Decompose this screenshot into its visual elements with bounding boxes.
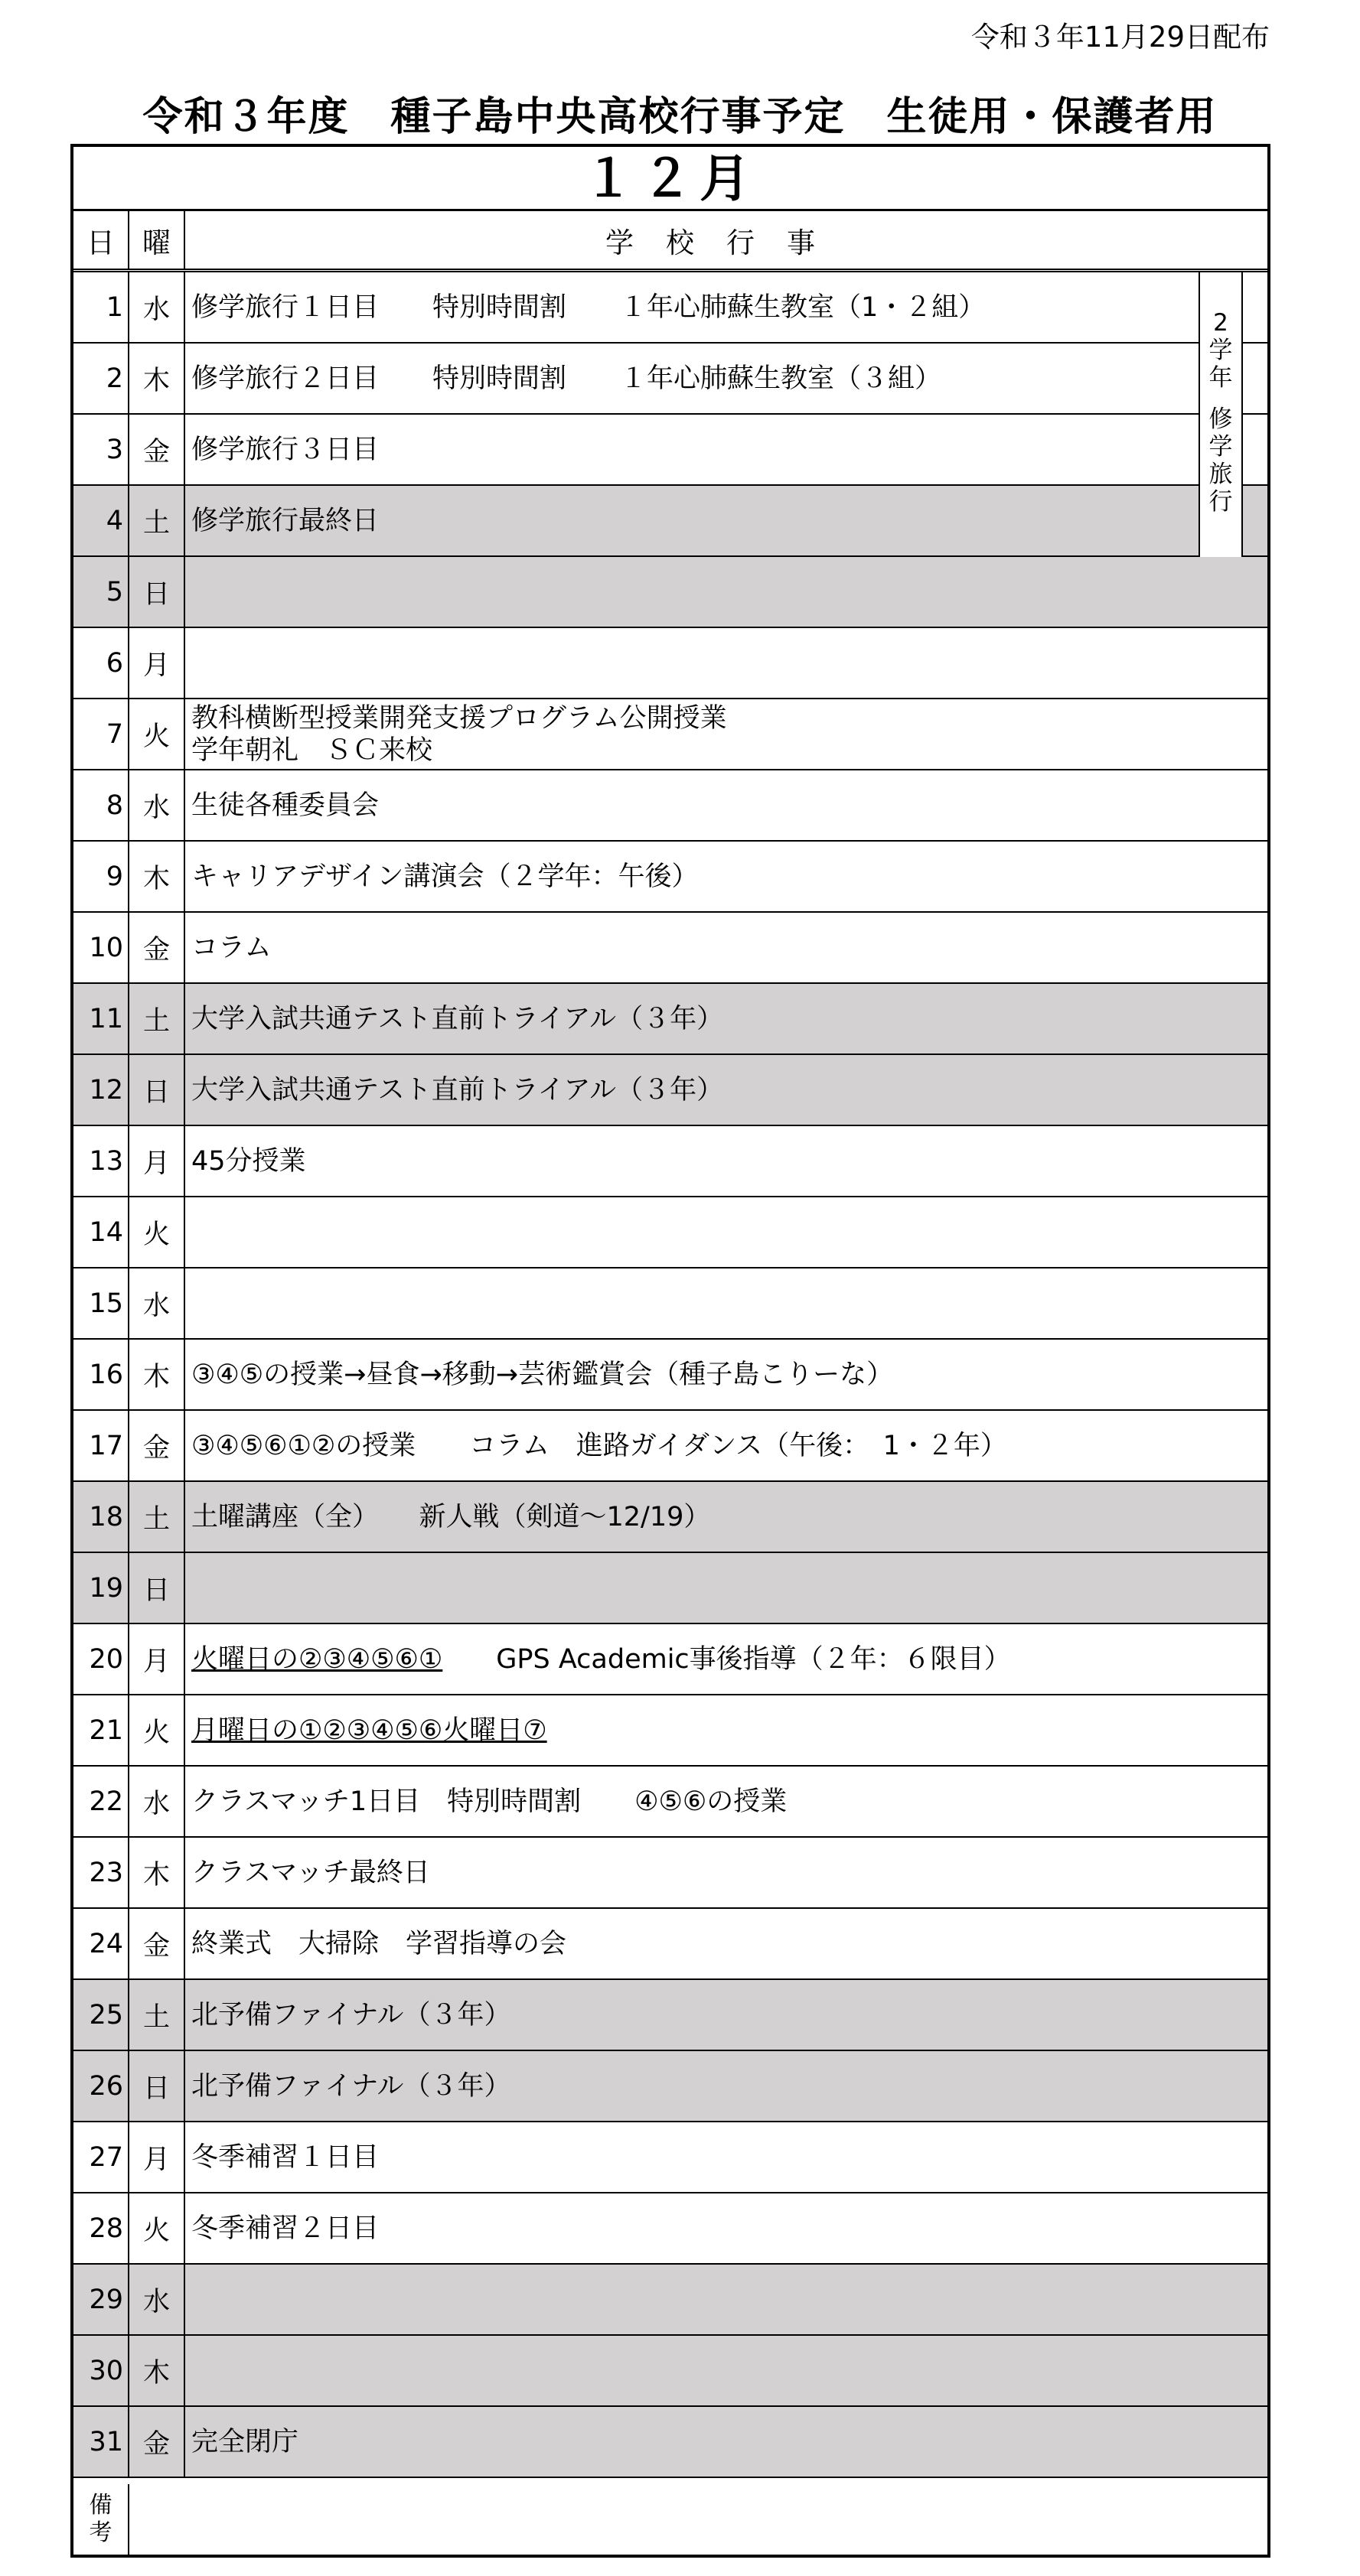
event-cell: [191, 1553, 1261, 1623]
table-row: [73, 699, 1267, 770]
event-line: 修学旅行３日目: [191, 434, 380, 465]
event-cell: [191, 699, 1261, 769]
weekday: 木: [129, 1838, 185, 1907]
day-number: 10: [73, 913, 129, 982]
event-line: クラスマッチ最終日: [191, 1857, 430, 1888]
trip-label-char: 学: [1208, 337, 1233, 364]
table-row: [73, 272, 1267, 344]
event-line: 土曜講座（全） 新人戦（剣道～12/19）: [191, 1501, 711, 1532]
underlined-schedule: 月曜日の①②③④⑤⑥火曜日⑦: [191, 1715, 547, 1746]
weekday: 木: [129, 2336, 185, 2405]
table-row: [73, 2265, 1267, 2336]
weekday: 日: [129, 2051, 185, 2121]
day-number: 8: [73, 770, 129, 840]
day-number: 30: [73, 2336, 129, 2405]
event-cell: [191, 344, 1261, 413]
table-row: [73, 2051, 1267, 2122]
event-cell: [191, 1838, 1261, 1907]
event-cell: [191, 1909, 1261, 1978]
event-cell: [191, 2193, 1261, 2263]
event-line: クラスマッチ1日目 特別時間割 ④⑤⑥の授業: [191, 1786, 788, 1817]
day-number: 26: [73, 2051, 129, 2121]
weekday: 金: [129, 913, 185, 982]
event-line: [191, 1715, 1261, 1747]
table-row: [73, 913, 1267, 984]
event-cell: [191, 2265, 1261, 2334]
schedule-table: [70, 144, 1270, 2558]
table-row: [73, 1197, 1267, 1268]
event-line: 北予備ファイナル（３年）: [191, 2070, 511, 2102]
day-number: 20: [73, 1624, 129, 1694]
table-row: [73, 2336, 1267, 2407]
weekday: 火: [129, 2193, 185, 2263]
weekday: 土: [129, 1980, 185, 2050]
day-number: 27: [73, 2122, 129, 2192]
table-row: [73, 1909, 1267, 1980]
weekday: 火: [129, 1695, 185, 1765]
table-row: [73, 1268, 1267, 1340]
day-number: 24: [73, 1909, 129, 1978]
trip-vertical-label: [1199, 272, 1243, 557]
notes-row: [73, 2484, 1267, 2555]
table-row: [73, 415, 1267, 486]
table-row: [73, 2122, 1267, 2193]
column-header-row: [73, 211, 1267, 272]
event-cell: [191, 1482, 1261, 1552]
day-number: 16: [73, 1340, 129, 1409]
weekday: 月: [129, 1126, 185, 1196]
weekday: 土: [129, 1482, 185, 1552]
table-row: [73, 2407, 1267, 2478]
event-cell: [191, 1411, 1261, 1480]
day-number: 21: [73, 1695, 129, 1765]
day-number: 13: [73, 1126, 129, 1196]
event-cell: [191, 2336, 1261, 2405]
weekday: 火: [129, 1197, 185, 1267]
header-day: 日: [73, 211, 129, 269]
trip-label-char: 修: [1208, 405, 1233, 433]
event-cell: [191, 913, 1261, 982]
trip-label-char: 年: [1208, 364, 1233, 392]
event-line: 生徒各種委員会: [191, 790, 380, 821]
trip-label-char: 行: [1208, 488, 1233, 516]
event-cell: [191, 1767, 1261, 1836]
weekday: 木: [129, 1340, 185, 1409]
event-text: GPS Academic事後指導（２年：６限目）: [442, 1643, 1011, 1675]
trip-label-char: 2: [1213, 309, 1228, 337]
event-line: ③④⑤の授業→昼食→移動→芸術鑑賞会（種子島こりーな）: [191, 1359, 894, 1390]
day-number: 7: [73, 699, 129, 769]
header-weekday: 曜: [129, 211, 185, 269]
event-line: 大学入試共通テスト直前トライアル（３年）: [191, 1074, 724, 1106]
weekday: 木: [129, 842, 185, 911]
day-number: 28: [73, 2193, 129, 2263]
header-events: 学校行事: [605, 226, 847, 259]
notes-label: [73, 2484, 129, 2555]
event-line: 修学旅行２日目 特別時間割 １年心肺蘇生教室（３組）: [191, 363, 942, 394]
event-line: 大学入試共通テスト直前トライアル（３年）: [191, 1003, 724, 1034]
event-cell: [191, 1197, 1261, 1267]
event-cell: [191, 1126, 1261, 1196]
weekday: 水: [129, 272, 185, 342]
event-cell: [191, 1624, 1261, 1694]
event-line: 北予備ファイナル（３年）: [191, 1999, 511, 2031]
day-number: 31: [73, 2407, 129, 2477]
month-heading: １２月: [73, 147, 1267, 211]
weekday: 日: [129, 1055, 185, 1125]
table-row: [73, 1838, 1267, 1909]
event-line: 完全閉庁: [191, 2426, 299, 2457]
issue-date: 令和３年11月29日配布: [970, 21, 1270, 54]
day-number: 1: [73, 272, 129, 342]
day-number: 12: [73, 1055, 129, 1125]
day-number: 29: [73, 2265, 129, 2334]
event-cell: [191, 2407, 1261, 2477]
event-cell: [191, 272, 1261, 342]
event-cell: [191, 628, 1261, 698]
weekday: 木: [129, 344, 185, 413]
table-row: [73, 842, 1267, 913]
weekday: 水: [129, 770, 185, 840]
weekday: 水: [129, 1767, 185, 1836]
event-cell: [191, 1055, 1261, 1125]
event-line: 修学旅行１日目 特別時間割 １年心肺蘇生教室（1・２組）: [191, 291, 986, 323]
table-row: [73, 1055, 1267, 1126]
event-line: キャリアデザイン講演会（２学年：午後）: [191, 861, 699, 892]
event-line: 教科横断型授業開発支援プログラム公開授業: [191, 702, 727, 734]
event-line: ③④⑤⑥①②の授業 コラム 進路ガイダンス（午後： 1・２年）: [191, 1430, 1007, 1461]
table-row: [73, 1767, 1267, 1838]
event-cell: [191, 1340, 1261, 1409]
event-line: 冬季補習１日目: [191, 2141, 380, 2173]
day-number: 14: [73, 1197, 129, 1267]
table-row: [73, 2193, 1267, 2265]
day-number: 18: [73, 1482, 129, 1552]
table-row: [73, 1624, 1267, 1695]
weekday: 土: [129, 486, 185, 555]
day-number: 11: [73, 984, 129, 1054]
weekday: 日: [129, 1553, 185, 1623]
event-cell: [191, 557, 1261, 627]
trip-label-char: 旅: [1208, 461, 1233, 488]
weekday: 月: [129, 1624, 185, 1694]
day-number: 5: [73, 557, 129, 627]
table-row: [73, 1340, 1267, 1411]
weekday: 水: [129, 1268, 185, 1338]
weekday: 金: [129, 1411, 185, 1480]
day-number: 25: [73, 1980, 129, 2050]
notes-label-char: 考: [89, 2519, 113, 2546]
table-row: [73, 344, 1267, 415]
weekday: 水: [129, 2265, 185, 2334]
event-cell: [191, 2051, 1261, 2121]
event-cell: [191, 770, 1261, 840]
event-line: 45分授業: [191, 1145, 306, 1177]
table-row: [73, 1126, 1267, 1197]
event-cell: [191, 984, 1261, 1054]
event-cell: [191, 415, 1261, 484]
notes-label-char: 備: [89, 2492, 113, 2519]
table-row: [73, 770, 1267, 842]
table-row: [73, 1411, 1267, 1482]
trip-label-char: 学: [1208, 433, 1233, 461]
table-row: [73, 1482, 1267, 1553]
day-number: 2: [73, 344, 129, 413]
event-cell: [191, 486, 1261, 555]
event-line: 学年朝礼 ＳＣ来校: [191, 734, 433, 766]
event-line: 修学旅行最終日: [191, 505, 380, 536]
document-title: 令和３年度 種子島中央高校行事予定 生徒用・保護者用: [142, 94, 1218, 140]
weekday: 金: [129, 1909, 185, 1978]
event-line: [191, 1643, 1261, 1676]
weekday: 月: [129, 2122, 185, 2192]
table-row: [73, 628, 1267, 699]
event-cell: [191, 2122, 1261, 2192]
day-number: 23: [73, 1838, 129, 1907]
event-cell: [191, 1980, 1261, 2050]
underlined-schedule: 火曜日の②③④⑤⑥①: [191, 1643, 443, 1675]
event-cell: [191, 1268, 1261, 1338]
weekday: 金: [129, 415, 185, 484]
table-row: [73, 557, 1267, 628]
table-row: [73, 1695, 1267, 1767]
day-number: 3: [73, 415, 129, 484]
weekday: 日: [129, 557, 185, 627]
day-number: 9: [73, 842, 129, 911]
day-number: 22: [73, 1767, 129, 1836]
table-row: [73, 486, 1267, 557]
day-number: 15: [73, 1268, 129, 1338]
weekday: 月: [129, 628, 185, 698]
weekday: 土: [129, 984, 185, 1054]
day-number: 6: [73, 628, 129, 698]
event-cell: [191, 1695, 1261, 1765]
weekday: 金: [129, 2407, 185, 2477]
event-line: 冬季補習２日目: [191, 2213, 380, 2244]
event-cell: [191, 842, 1261, 911]
table-row: [73, 1980, 1267, 2051]
table-row: [73, 1553, 1267, 1624]
event-line: 終業式 大掃除 学習指導の会: [191, 1928, 567, 1959]
schedule-rows: [73, 272, 1267, 2478]
day-number: 17: [73, 1411, 129, 1480]
table-row: [73, 984, 1267, 1055]
weekday: 火: [129, 699, 185, 769]
day-number: 4: [73, 486, 129, 555]
day-number: 19: [73, 1553, 129, 1623]
event-line: コラム: [191, 932, 272, 963]
